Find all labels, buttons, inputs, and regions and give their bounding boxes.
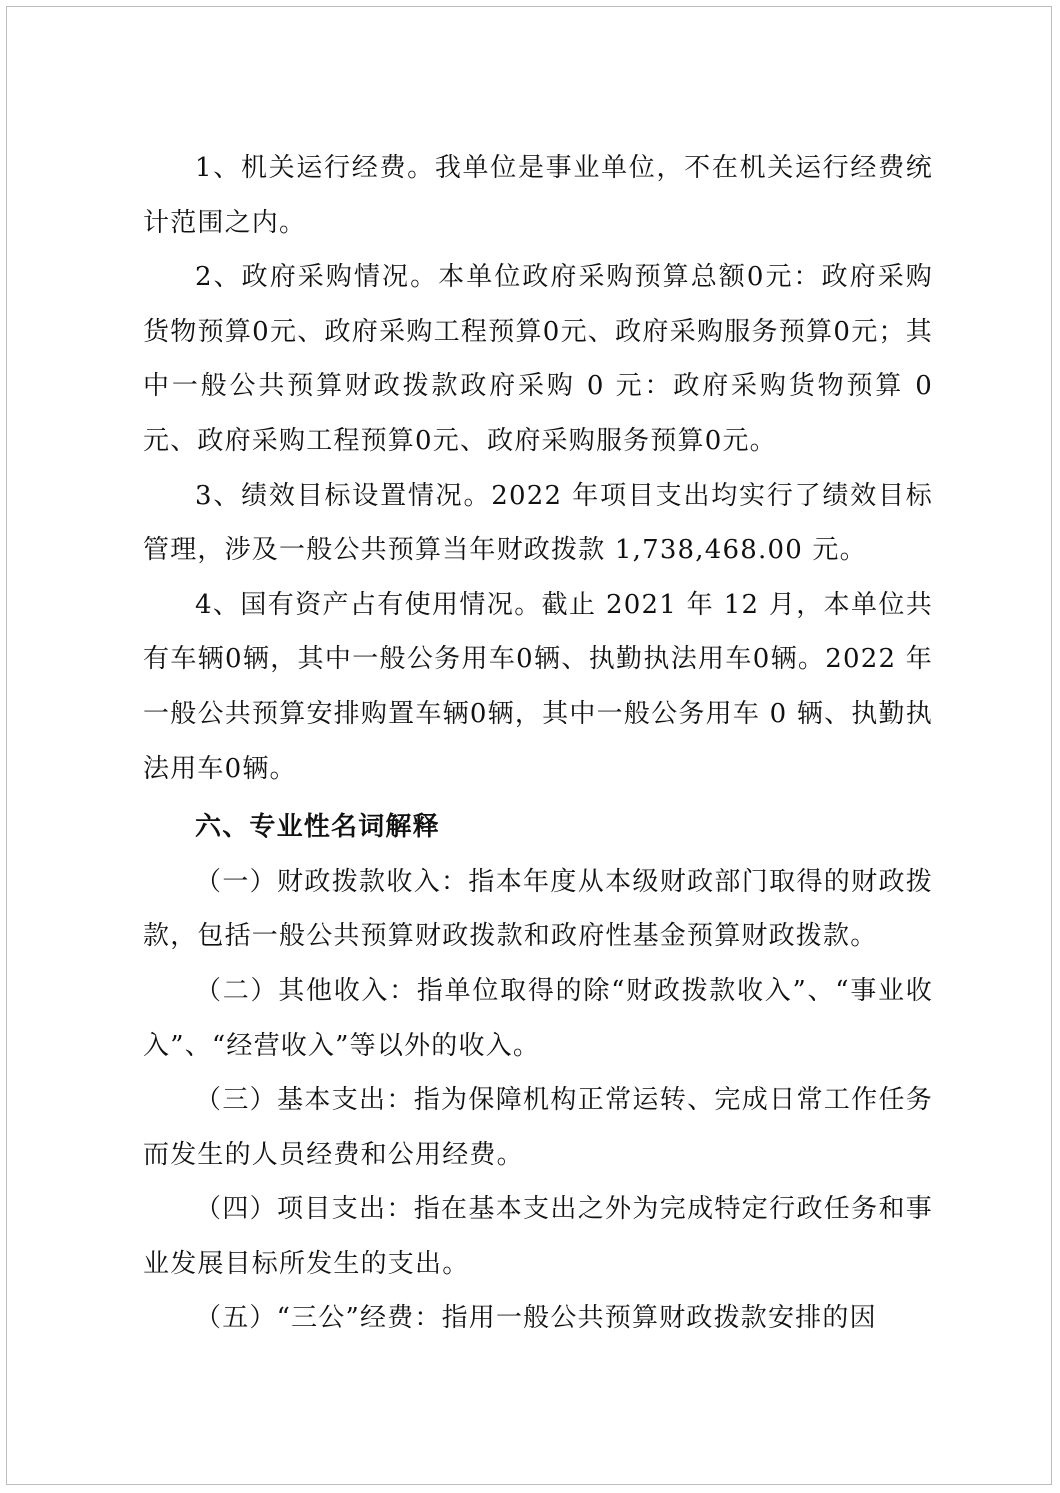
definition-other-income: （二）其他收入：指单位取得的除“财政拨款收入”、“事业收入”、“经营收入”等以外的收入。: [143, 975, 933, 1061]
section-heading: 六、专业性名词解释: [195, 812, 440, 843]
definition-project-expenditure: （四）项目支出：指在基本支出之外为完成特定行政任务和事业发展目标所发生的支出。: [143, 1194, 933, 1279]
definition-fiscal-appropriation-income: （一）财政拨款收入：指本年度从本级财政部门取得的财政拨款，包括一般公共预算财政拨款和政府性基金预算财政拨款。: [143, 866, 933, 952]
definition-basic-expenditure: （三）基本支出：指为保障机构正常运转、完成日常工作任务而发生的人员经费和公用经费。: [143, 1085, 933, 1170]
document-body: [143, 141, 933, 1346]
paragraph-state-assets: 4、国有资产占有使用情况。截止 2021 年 12 月，本单位共有车辆0辆，其中一般公务用车0辆、执勤执法用车0辆。2022 年一般公共预算安排购置车辆0辆，其中一般公务用车 0 辆、执勤执法用车0辆。: [143, 589, 933, 784]
document-page: [6, 6, 1052, 1485]
paragraph-government-procurement: 2、政府采购情况。本单位政府采购预算总额0元：政府采购货物预算0元、政府采购工程预算0元、政府采购服务预算0元；其中一般公共预算财政拨款政府采购 0 元：政府采购货物预算 0 元、政府采购工程预算0元、政府采购服务预算0元。: [143, 262, 933, 456]
paragraph-performance-targets: 3、绩效目标设置情况。2022 年项目支出均实行了绩效目标管理，涉及一般公共预算当年财政拨款 1,738,468.00 元。: [143, 480, 933, 566]
definition-three-public-expenses: （五）“三公”经费：指用一般公共预算财政拨款安排的因: [195, 1303, 877, 1334]
paragraph-operating-funds: 1、机关运行经费。我单位是事业单位，不在机关运行经费统计范围之内。: [143, 153, 933, 238]
